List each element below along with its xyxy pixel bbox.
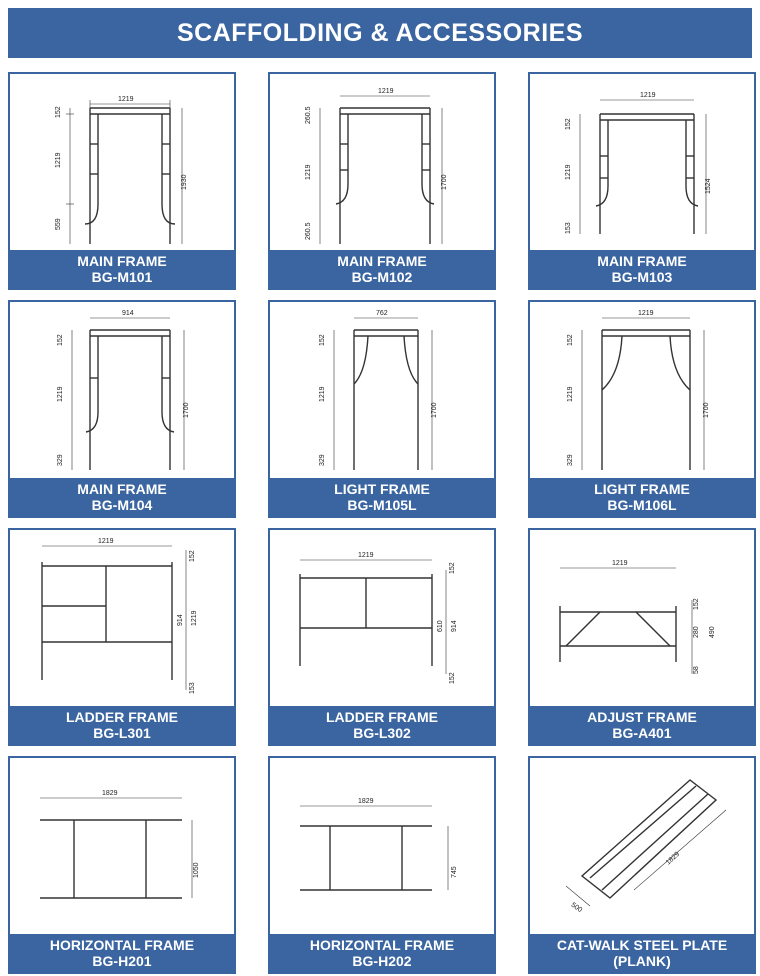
dim-top: 152 — [319, 334, 326, 346]
product-caption — [530, 250, 754, 288]
product-caption — [270, 706, 494, 744]
dim-bottom: 329 — [57, 454, 64, 466]
dim-height: 1700 — [441, 174, 448, 190]
dim-height: 745 — [451, 866, 458, 878]
dim-height: 1700 — [183, 402, 190, 418]
dim-width: 1219 — [118, 96, 134, 103]
main-frame-m104-drawing — [10, 302, 234, 478]
adjust-frame-a401-drawing — [530, 530, 754, 706]
ladder-frame-l302-drawing — [270, 530, 494, 706]
dim-height: 490 — [709, 626, 716, 638]
dim-height: 914 — [451, 620, 458, 632]
dim-inner: 610 — [437, 620, 444, 632]
light-frame-m105l-drawing — [270, 302, 494, 478]
dim-top: 152 — [189, 550, 196, 562]
dim-middle: 1219 — [319, 386, 326, 402]
dim-length: 1829 — [664, 850, 682, 867]
dim-bottom: 153 — [565, 222, 572, 234]
product-name: HORIZONTAL FRAME — [309, 937, 455, 953]
product-caption — [530, 706, 754, 744]
dim-middle: 1219 — [55, 152, 62, 168]
dim-width: 1829 — [358, 798, 374, 805]
product-card-light-frame-m106l[interactable] — [528, 300, 756, 518]
horizontal-frame-h201-drawing — [10, 758, 234, 934]
main-frame-m101-drawing — [10, 74, 234, 250]
product-caption — [10, 478, 234, 516]
dim-bottom: 559 — [55, 218, 62, 230]
product-name: HORIZONTAL FRAME — [49, 937, 195, 953]
product-name: CAT-WALK STEEL PLATE — [556, 937, 728, 953]
product-code: BG-M106L — [607, 497, 677, 513]
dim-height: 1700 — [431, 402, 438, 418]
dim-top: 152 — [55, 106, 62, 118]
product-caption — [10, 250, 234, 288]
product-code: BG-M103 — [611, 269, 673, 285]
product-code: (PLANK) — [613, 953, 671, 969]
product-name: LIGHT FRAME — [594, 481, 690, 497]
dim-bottom: 153 — [189, 682, 196, 694]
dim-width: 1219 — [638, 310, 654, 317]
dim-middle: 1219 — [305, 164, 312, 180]
product-caption — [270, 250, 494, 288]
dim-top: 152 — [567, 334, 574, 346]
product-caption — [530, 478, 754, 516]
product-card-horizontal-frame-h201[interactable] — [8, 756, 236, 974]
dim-top: 260.5 — [305, 106, 312, 124]
product-card-main-frame-m101[interactable] — [8, 72, 236, 290]
product-name: LADDER FRAME — [326, 709, 438, 725]
product-code: BG-L302 — [353, 725, 411, 741]
product-card-main-frame-m104[interactable] — [8, 300, 236, 518]
dim-height: 1050 — [193, 862, 200, 878]
dim-width: 1219 — [98, 538, 114, 545]
dim-width: 1219 — [378, 88, 394, 95]
product-code: BG-H201 — [92, 953, 152, 969]
main-frame-m103-drawing — [530, 74, 754, 250]
dim-inner: 914 — [177, 614, 184, 626]
dim-bottom: 329 — [319, 454, 326, 466]
dim-width: 914 — [122, 310, 134, 317]
product-name: MAIN FRAME — [597, 253, 687, 269]
light-frame-m106l-drawing — [530, 302, 754, 478]
dim-width: 762 — [376, 310, 388, 317]
product-name: LIGHT FRAME — [334, 481, 430, 497]
dim-height: 1700 — [703, 402, 710, 418]
product-caption — [10, 706, 234, 744]
catwalk-plank-drawing — [530, 758, 754, 934]
product-name: MAIN FRAME — [337, 253, 427, 269]
horizontal-frame-h202-drawing — [270, 758, 494, 934]
dim-top: 152 — [693, 598, 700, 610]
dim-height: 1219 — [191, 610, 198, 626]
product-code: BG-M101 — [91, 269, 153, 285]
dim-top: 152 — [57, 334, 64, 346]
product-code: BG-H202 — [352, 953, 412, 969]
dim-width: 1219 — [612, 560, 628, 567]
dim-bottom: 329 — [567, 454, 574, 466]
dim-width: 1219 — [358, 552, 374, 559]
product-card-horizontal-frame-h202[interactable] — [268, 756, 496, 974]
product-name: MAIN FRAME — [77, 253, 167, 269]
product-card-ladder-frame-l301[interactable] — [8, 528, 236, 746]
product-card-catwalk-plank[interactable] — [528, 756, 756, 974]
dim-middle: 1219 — [565, 164, 572, 180]
dim-bottom: 152 — [449, 672, 456, 684]
ladder-frame-l301-drawing — [10, 530, 234, 706]
page-title: SCAFFOLDING & ACCESSORIES — [8, 8, 752, 58]
product-code: BG-A401 — [612, 725, 672, 741]
product-name: ADJUST FRAME — [587, 709, 697, 725]
dim-height: 1930 — [181, 174, 188, 190]
dim-width: 1219 — [640, 92, 656, 99]
product-name: MAIN FRAME — [77, 481, 167, 497]
dim-width: 1829 — [102, 790, 118, 797]
main-frame-m102-drawing — [270, 74, 494, 250]
product-caption — [270, 934, 494, 972]
product-caption — [530, 934, 754, 972]
dim-top: 152 — [449, 562, 456, 574]
product-caption — [10, 934, 234, 972]
dim-middle: 1219 — [567, 386, 574, 402]
product-code: BG-M102 — [351, 269, 413, 285]
dim-bottom: 58 — [693, 666, 700, 674]
product-code: BG-M105L — [347, 497, 417, 513]
product-card-main-frame-m102[interactable] — [268, 72, 496, 290]
product-name: LADDER FRAME — [66, 709, 178, 725]
dim-bottom: 260.5 — [305, 222, 312, 240]
dim-height: 1524 — [705, 178, 712, 194]
product-code: BG-M104 — [91, 497, 153, 513]
product-card-main-frame-m103[interactable] — [528, 72, 756, 290]
product-caption — [270, 478, 494, 516]
dim-width: 500 — [569, 901, 584, 915]
dim-inner: 280 — [693, 626, 700, 638]
product-card-adjust-frame-a401[interactable] — [528, 528, 756, 746]
product-card-ladder-frame-l302[interactable] — [268, 528, 496, 746]
product-card-light-frame-m105l[interactable] — [268, 300, 496, 518]
dim-top: 152 — [565, 118, 572, 130]
dim-middle: 1219 — [57, 386, 64, 402]
product-code: BG-L301 — [93, 725, 151, 741]
